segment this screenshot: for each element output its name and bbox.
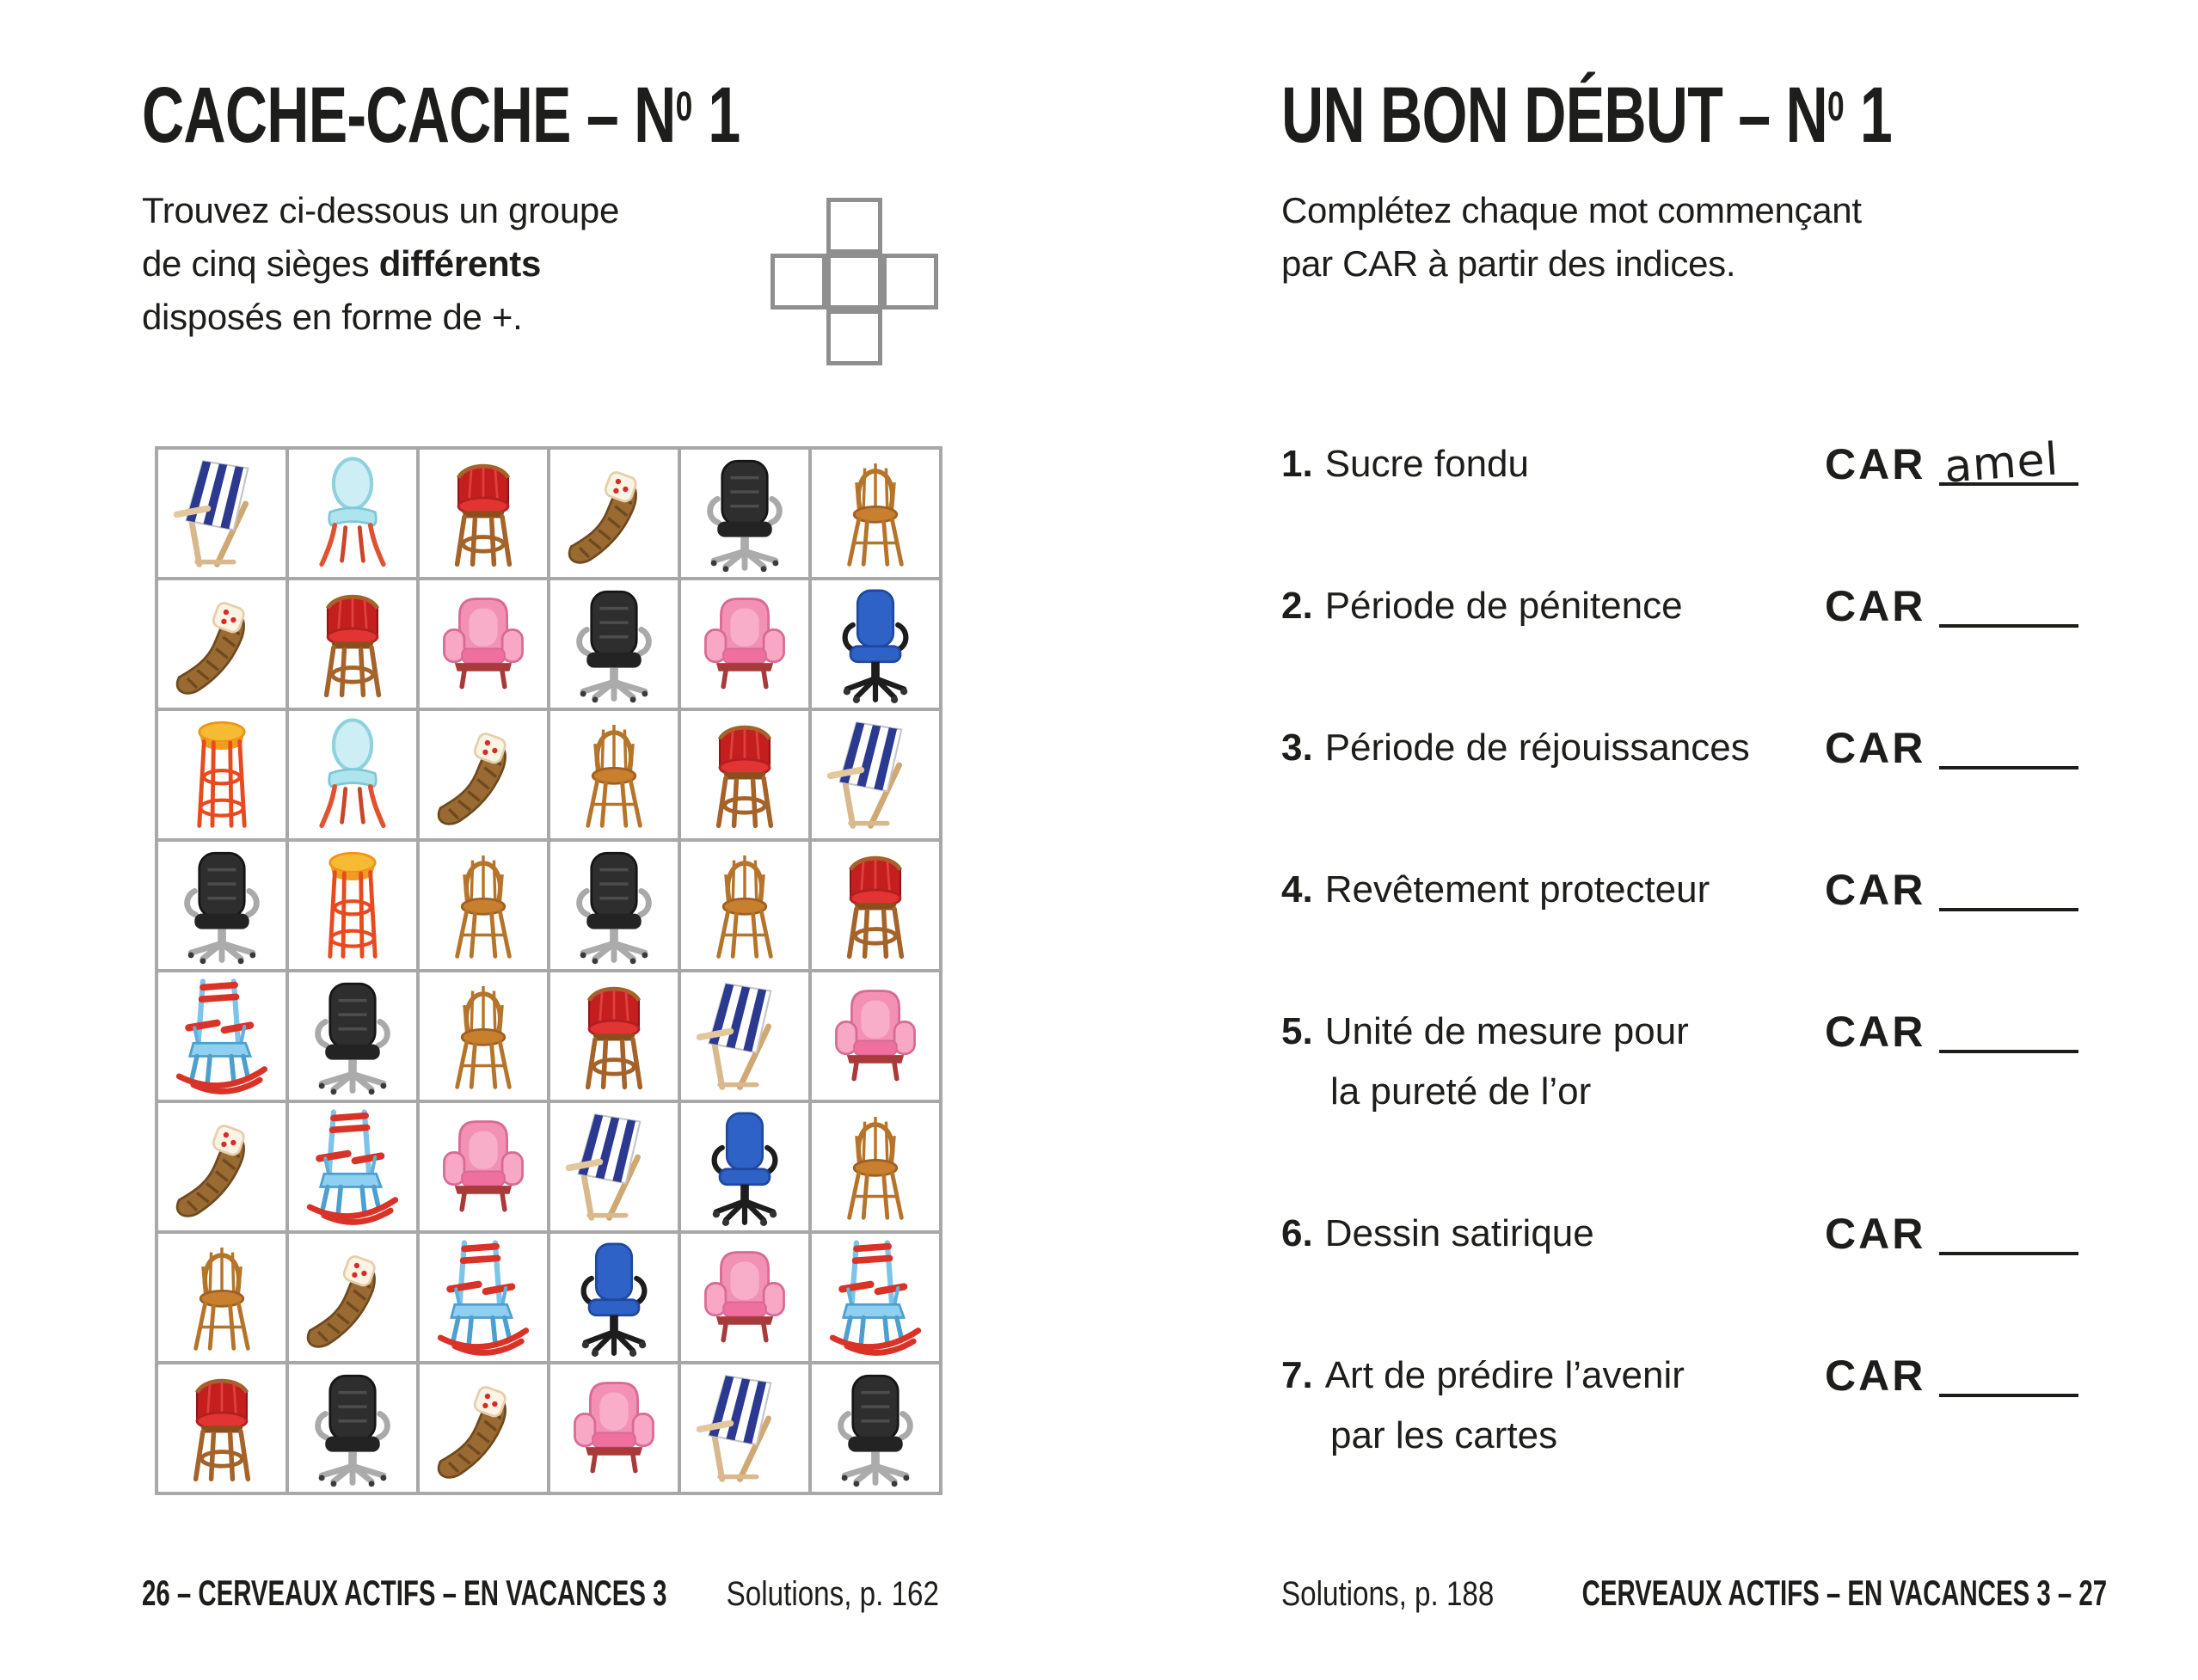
plus-square-right bbox=[882, 254, 938, 310]
clue-number: 2. bbox=[1281, 585, 1313, 627]
chair-cell-r5c4 bbox=[550, 972, 681, 1103]
clue-number: 3. bbox=[1281, 727, 1313, 769]
chair-windsor-icon bbox=[424, 977, 543, 1095]
car-prefix: CAR bbox=[1825, 582, 1926, 630]
clue-text: Revêtement protecteur bbox=[1324, 868, 1710, 911]
chair-stool-icon bbox=[163, 715, 281, 834]
chair-rocking-icon bbox=[424, 1238, 543, 1357]
chair-office-blue-icon bbox=[816, 585, 935, 703]
chair-rocking-icon bbox=[816, 1238, 935, 1357]
right-footer-solutions: Solutions, p. 188 bbox=[1281, 1575, 1495, 1613]
chair-cell-r7c1 bbox=[158, 1234, 289, 1364]
clue-number: 4. bbox=[1281, 868, 1313, 911]
car-answer-block bbox=[1825, 1204, 2078, 1266]
answer-blank bbox=[1939, 1005, 2078, 1053]
clue-text: Unité de mesure pour bbox=[1324, 1010, 1689, 1052]
chair-cell-r7c5 bbox=[681, 1234, 812, 1364]
chair-cell-r1c1 bbox=[158, 450, 289, 580]
right-footer-page-label: CERVEAUX ACTIFS – EN VACANCES 3 – 27 bbox=[1581, 1573, 2107, 1613]
chair-office-blue-icon bbox=[555, 1238, 673, 1357]
chair-armchair-pink-icon bbox=[555, 1369, 673, 1487]
chair-cell-r4c5 bbox=[681, 842, 812, 972]
chair-windsor-icon bbox=[424, 846, 543, 965]
plus-square-center bbox=[826, 254, 882, 310]
chair-cell-r5c3 bbox=[420, 972, 550, 1103]
chair-armchair-pink-icon bbox=[685, 1238, 804, 1357]
chair-lounger-icon bbox=[163, 1107, 281, 1226]
car-prefix: CAR bbox=[1825, 1008, 1926, 1056]
instruction-line: Trouvez ci-dessous un groupe bbox=[142, 190, 620, 230]
chair-rocking-icon bbox=[163, 977, 281, 1095]
chair-cell-r8c6 bbox=[812, 1364, 942, 1495]
chair-deckchair-icon bbox=[685, 1369, 804, 1487]
chair-windsor-icon bbox=[816, 454, 935, 573]
chair-office-blue-icon bbox=[685, 1107, 804, 1226]
car-prefix: CAR bbox=[1825, 1210, 1926, 1258]
chair-cell-r3c1 bbox=[158, 711, 289, 842]
left-instructions bbox=[142, 184, 619, 344]
chair-cell-r7c4 bbox=[550, 1234, 681, 1364]
chair-deckchair-icon bbox=[555, 1107, 673, 1226]
chair-cell-r7c3 bbox=[420, 1234, 550, 1364]
clue-item bbox=[1281, 576, 2112, 636]
chair-cell-r2c6 bbox=[812, 580, 942, 711]
chair-cell-r4c2 bbox=[289, 842, 420, 972]
chair-lounger-icon bbox=[293, 1238, 412, 1357]
chair-cell-r3c2 bbox=[289, 711, 420, 842]
instruction-line: Complétez chaque mot commençant bbox=[1281, 190, 1862, 230]
chair-cell-r1c2 bbox=[289, 450, 420, 580]
chair-cell-r2c3 bbox=[420, 580, 550, 711]
answer-blank bbox=[1939, 1207, 2078, 1255]
car-answer-block bbox=[1825, 860, 2078, 923]
clue-number: 1. bbox=[1281, 443, 1313, 485]
clue-item bbox=[1281, 718, 2112, 778]
chair-barrel-red-icon bbox=[424, 454, 543, 573]
chair-armchair-pink-icon bbox=[685, 585, 804, 703]
instruction-line: par CAR à partir des indices. bbox=[1281, 243, 1736, 284]
title-text: UN BON DÉBUT – N bbox=[1281, 71, 1827, 159]
car-answer-block bbox=[1825, 434, 2078, 497]
chair-cell-r7c6 bbox=[812, 1234, 942, 1364]
instruction-bold-word: différents bbox=[378, 243, 542, 284]
clue-text-line2: la pureté de l’or bbox=[1330, 1070, 1592, 1113]
chair-office-black-icon bbox=[293, 977, 412, 1095]
chair-cell-r8c1 bbox=[158, 1364, 289, 1495]
chair-deckchair-icon bbox=[163, 454, 281, 573]
clue-item bbox=[1281, 1204, 2112, 1264]
chair-office-black-icon bbox=[555, 585, 673, 703]
clue-number: 5. bbox=[1281, 1010, 1313, 1052]
clue-text: Art de prédire l’avenir bbox=[1324, 1354, 1685, 1396]
chair-cell-r2c2 bbox=[289, 580, 420, 711]
title-number: 1 bbox=[1844, 71, 1892, 159]
chair-office-black-icon bbox=[293, 1369, 412, 1487]
chair-windsor-icon bbox=[555, 715, 673, 834]
chair-grid bbox=[155, 446, 942, 1495]
chair-fancy-blue-icon bbox=[293, 454, 412, 573]
clue-text: Sucre fondu bbox=[1324, 443, 1529, 485]
chair-cell-r2c5 bbox=[681, 580, 812, 711]
chair-cell-r4c6 bbox=[812, 842, 942, 972]
chair-deckchair-icon bbox=[816, 715, 935, 834]
chair-deckchair-icon bbox=[685, 977, 804, 1095]
chair-cell-r7c2 bbox=[289, 1234, 420, 1364]
chair-cell-r4c3 bbox=[420, 842, 550, 972]
left-page-title bbox=[142, 71, 740, 159]
plus-shape-diagram bbox=[771, 198, 938, 365]
clue-item bbox=[1281, 860, 2112, 920]
left-footer-page-label: 26 – CERVEAUX ACTIFS – EN VACANCES 3 bbox=[142, 1573, 667, 1613]
instruction-line: de cinq sièges bbox=[142, 243, 379, 284]
chair-cell-r6c3 bbox=[420, 1103, 550, 1234]
answer-blank bbox=[1939, 863, 2078, 911]
chair-windsor-icon bbox=[816, 1107, 935, 1226]
chair-armchair-pink-icon bbox=[816, 977, 935, 1095]
chair-cell-r6c2 bbox=[289, 1103, 420, 1234]
chair-cell-r1c4 bbox=[550, 450, 681, 580]
plus-square-top bbox=[826, 198, 882, 254]
chair-cell-r6c6 bbox=[812, 1103, 942, 1234]
chair-cell-r8c4 bbox=[550, 1364, 681, 1495]
chair-cell-r5c2 bbox=[289, 972, 420, 1103]
chair-cell-r5c1 bbox=[158, 972, 289, 1103]
chair-barrel-red-icon bbox=[293, 585, 412, 703]
chair-cell-r3c3 bbox=[420, 711, 550, 842]
clue-text: Période de réjouissances bbox=[1324, 727, 1750, 769]
answer-blank bbox=[1939, 721, 2078, 769]
handwritten-answer: amel bbox=[1943, 433, 2061, 494]
chair-lounger-icon bbox=[163, 585, 281, 703]
answer-blank bbox=[1939, 579, 2078, 628]
chair-cell-r2c1 bbox=[158, 580, 289, 711]
chair-windsor-icon bbox=[685, 846, 804, 965]
answer-blank bbox=[1939, 1349, 2078, 1397]
chair-cell-r4c1 bbox=[158, 842, 289, 972]
chair-armchair-pink-icon bbox=[424, 1107, 543, 1226]
chair-cell-r6c5 bbox=[681, 1103, 812, 1234]
answer-blank bbox=[1939, 433, 2078, 494]
chair-office-black-icon bbox=[685, 454, 804, 573]
chair-cell-r3c6 bbox=[812, 711, 942, 842]
chair-lounger-icon bbox=[424, 1369, 543, 1487]
chair-cell-r1c6 bbox=[812, 450, 942, 580]
chair-cell-r1c3 bbox=[420, 450, 550, 580]
chair-cell-r8c5 bbox=[681, 1364, 812, 1495]
chair-cell-r4c4 bbox=[550, 842, 681, 972]
plus-square-bottom bbox=[826, 310, 882, 365]
car-prefix: CAR bbox=[1825, 866, 1926, 914]
plus-square-left bbox=[771, 254, 826, 310]
clue-text: Période de pénitence bbox=[1324, 585, 1683, 627]
chair-cell-r6c1 bbox=[158, 1103, 289, 1234]
chair-lounger-icon bbox=[555, 454, 673, 573]
clue-text-line2: par les cartes bbox=[1330, 1414, 1558, 1456]
chair-barrel-red-icon bbox=[555, 977, 673, 1095]
title-text: CACHE-CACHE – N bbox=[142, 71, 676, 159]
chair-stool-icon bbox=[293, 846, 412, 965]
chair-cell-r2c4 bbox=[550, 580, 681, 711]
chair-barrel-red-icon bbox=[685, 715, 804, 834]
chair-cell-r3c4 bbox=[550, 711, 681, 842]
clue-number: 6. bbox=[1281, 1212, 1313, 1254]
chair-fancy-blue-icon bbox=[293, 715, 412, 834]
chair-cell-r6c4 bbox=[550, 1103, 681, 1234]
title-superscript: 0 bbox=[675, 84, 693, 131]
chair-cell-r1c5 bbox=[681, 450, 812, 580]
car-answer-block bbox=[1825, 1002, 2078, 1064]
car-answer-block bbox=[1825, 1346, 2078, 1408]
chair-office-black-icon bbox=[555, 846, 673, 965]
clue-item bbox=[1281, 1346, 2112, 1466]
title-superscript: 0 bbox=[1827, 84, 1845, 131]
chair-cell-r3c5 bbox=[681, 711, 812, 842]
chair-cell-r8c2 bbox=[289, 1364, 420, 1495]
chair-lounger-icon bbox=[424, 715, 543, 834]
chair-office-black-icon bbox=[163, 846, 281, 965]
chair-barrel-red-icon bbox=[816, 846, 935, 965]
clue-item bbox=[1281, 1002, 2112, 1122]
chair-armchair-pink-icon bbox=[424, 585, 543, 703]
chair-barrel-red-icon bbox=[163, 1369, 281, 1487]
car-answer-block bbox=[1825, 576, 2078, 639]
car-prefix: CAR bbox=[1825, 1352, 1926, 1400]
car-prefix: CAR bbox=[1825, 724, 1926, 772]
clue-text: Dessin satirique bbox=[1324, 1212, 1594, 1254]
right-instructions bbox=[1281, 184, 1862, 291]
car-answer-block bbox=[1825, 718, 2078, 781]
clue-list bbox=[1281, 434, 2112, 1548]
clue-number: 7. bbox=[1281, 1354, 1313, 1396]
right-page-title bbox=[1281, 71, 1892, 159]
chair-cell-r8c3 bbox=[420, 1364, 550, 1495]
clue-item bbox=[1281, 434, 2112, 494]
chair-cell-r5c6 bbox=[812, 972, 942, 1103]
chair-windsor-icon bbox=[163, 1238, 281, 1357]
car-prefix: CAR bbox=[1825, 440, 1926, 488]
chair-rocking-icon bbox=[293, 1107, 412, 1226]
chair-office-black-icon bbox=[816, 1369, 935, 1487]
title-number: 1 bbox=[692, 71, 740, 159]
instruction-line: disposés en forme de +. bbox=[142, 297, 523, 337]
chair-cell-r5c5 bbox=[681, 972, 812, 1103]
left-footer-solutions: Solutions, p. 162 bbox=[726, 1575, 939, 1613]
